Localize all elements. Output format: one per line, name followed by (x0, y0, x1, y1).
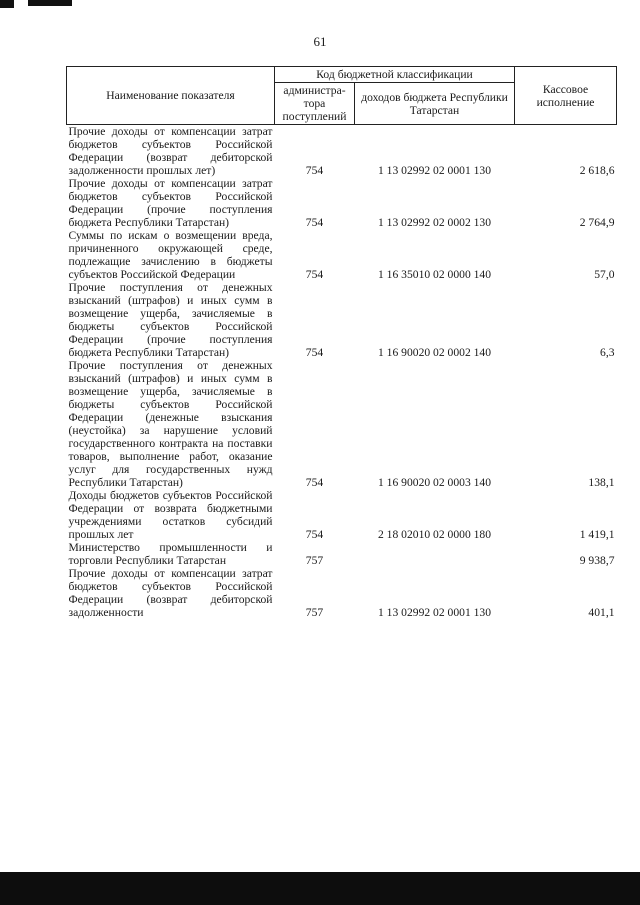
row-income-code: 1 16 90020 02 0002 140 (377, 346, 492, 359)
row-amount: 138,1 (588, 476, 615, 489)
header-name: Наименование показателя (67, 67, 275, 125)
row-amount: 1 419,1 (579, 528, 615, 541)
table-row (67, 489, 617, 541)
table-row (67, 567, 617, 619)
row-amount: 6,3 (600, 346, 615, 359)
table-row (67, 229, 617, 281)
row-income-code: 1 16 90020 02 0003 140 (377, 476, 492, 489)
row-admin-code: 754 (305, 528, 324, 541)
table-header (67, 67, 617, 125)
budget-table (66, 66, 617, 619)
row-name: Прочие поступления от денежных взысканий (штрафов) и иных сумм в возмещение ущерба, зачисляемые в бюджеты субъектов Российской Федерации (прочие поступления бюджета Республики Татарстан) (68, 281, 273, 359)
page-number: 61 (313, 34, 327, 49)
header-amount: Кассовое исполнение (515, 67, 617, 125)
table-row (67, 281, 617, 359)
row-admin-code: 757 (305, 554, 324, 567)
header-code-group: Код бюджетной классификации (275, 67, 515, 83)
row-name: Прочие поступления от денежных взысканий (штрафов) и иных сумм в возмещение ущерба, зачисляемые в бюджеты субъектов Российской Федерации (денежные взыскания (неустойка) за нарушение условий государственного контракта на поставки товаров, выполнение работ, оказание услуг для государственных нужд Республики Татарстан) (68, 359, 273, 489)
row-amount: 2 618,6 (579, 164, 615, 177)
row-income-code: 1 13 02992 02 0002 130 (377, 216, 492, 229)
scan-edge-mark (0, 0, 14, 8)
row-admin-code: 754 (305, 346, 324, 359)
row-admin-code: 754 (305, 268, 324, 281)
row-name: Прочие доходы от компенсации затрат бюджетов субъектов Российской Федерации (возврат дебиторской задолженности прошлых лет) (68, 125, 273, 177)
row-admin-code: 754 (305, 164, 324, 177)
row-income-code (355, 541, 515, 567)
row-admin-code: 757 (305, 606, 324, 619)
row-name: Суммы по искам о возмещении вреда, причиненного окружающей среде, подлежащие зачислению в бюджеты субъектов Российской Федерации (68, 229, 273, 281)
row-income-code: 1 16 35010 02 0000 140 (377, 268, 492, 281)
row-name: Прочие доходы от компенсации затрат бюджетов субъектов Российской Федерации (прочие поступления бюджета Республики Татарстан) (68, 177, 273, 229)
row-amount: 57,0 (594, 268, 615, 281)
row-name: Доходы бюджетов субъектов Российской Федерации от возврата бюджетными учреждениями остатков субсидий прошлых лет (68, 489, 273, 541)
row-name: Министерство промышленности и торговли Республики Татарстан (68, 541, 273, 567)
row-amount: 401,1 (588, 606, 615, 619)
row-income-code: 1 13 02992 02 0001 130 (377, 164, 492, 177)
header-income: доходов бюджета Республики Татарстан (355, 83, 515, 125)
row-admin-code: 754 (305, 216, 324, 229)
row-income-code: 1 13 02992 02 0001 130 (377, 606, 492, 619)
row-income-code: 2 18 02010 02 0000 180 (377, 528, 492, 541)
header-admin: администра-тора поступлений (275, 83, 355, 125)
scan-bottom-border (0, 872, 640, 905)
row-admin-code: 754 (305, 476, 324, 489)
scan-edge-mark (28, 0, 72, 6)
row-amount: 2 764,9 (579, 216, 615, 229)
table-row (67, 359, 617, 489)
row-amount: 9 938,7 (579, 554, 615, 567)
table-row (67, 177, 617, 229)
row-name: Прочие доходы от компенсации затрат бюджетов субъектов Российской Федерации (возврат дебиторской задолженности (68, 567, 273, 619)
table-row (67, 541, 617, 567)
table-row (67, 125, 617, 178)
